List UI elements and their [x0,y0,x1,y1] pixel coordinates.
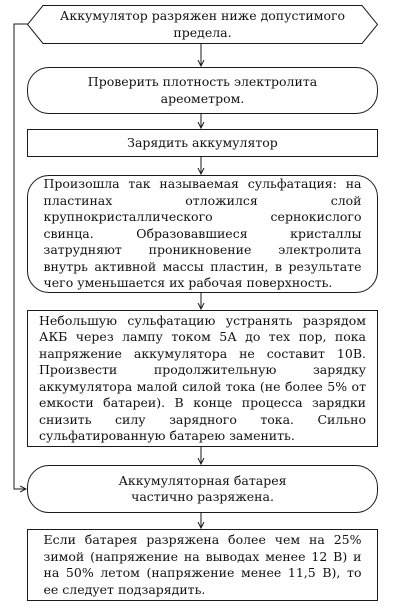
node-note [27,529,378,601]
node-note-text: Если батарея разряжена более чем на 25% зимой (напряжение на выводах менее 12 В) и на 50% летом (напряжение менее 11,5 В), то ее следует подзарядить. [43,532,362,597]
node-problem-text: Аккумулятор разряжен ниже допустимого предела. [59,8,346,40]
node-fix-text: Небольшую сульфатацию устранять разрядом АКБ через лампу током 5А до тех пор, пока напряжение аккумулятора не составит 10В. Произвести продолжительную зарядку аккумулятора малой силой тока (не более 5% от емкости батареи). В конце процесса зарядки снизить силу зарядного тока. Сильно сульфатированную батарею заменить. [39,312,366,443]
node-check-density [27,67,378,114]
edge-problem-partial [14,24,28,489]
node-check-density-text: Проверить плотность электролита ареометром. [87,74,318,106]
node-charge-text: Зарядить аккумулятор [127,134,278,150]
node-problem [27,5,378,44]
node-sulfation-text: Произошла так называемая сульфатация: на пластинах отложился слой крупнокристаллического сернокислого свинца. Образовавшиеся кристаллы затрудняют проникновение электролита внутрь активной массы пластин, в результате чего уменьшается их рабочая поверхность. [43,176,362,291]
node-fix [27,310,378,447]
node-partial-text: Аккумуляторная батарея частично разряжена. [118,472,287,504]
node-partial [27,465,378,513]
node-charge [27,129,378,157]
node-sulfation [27,175,378,293]
